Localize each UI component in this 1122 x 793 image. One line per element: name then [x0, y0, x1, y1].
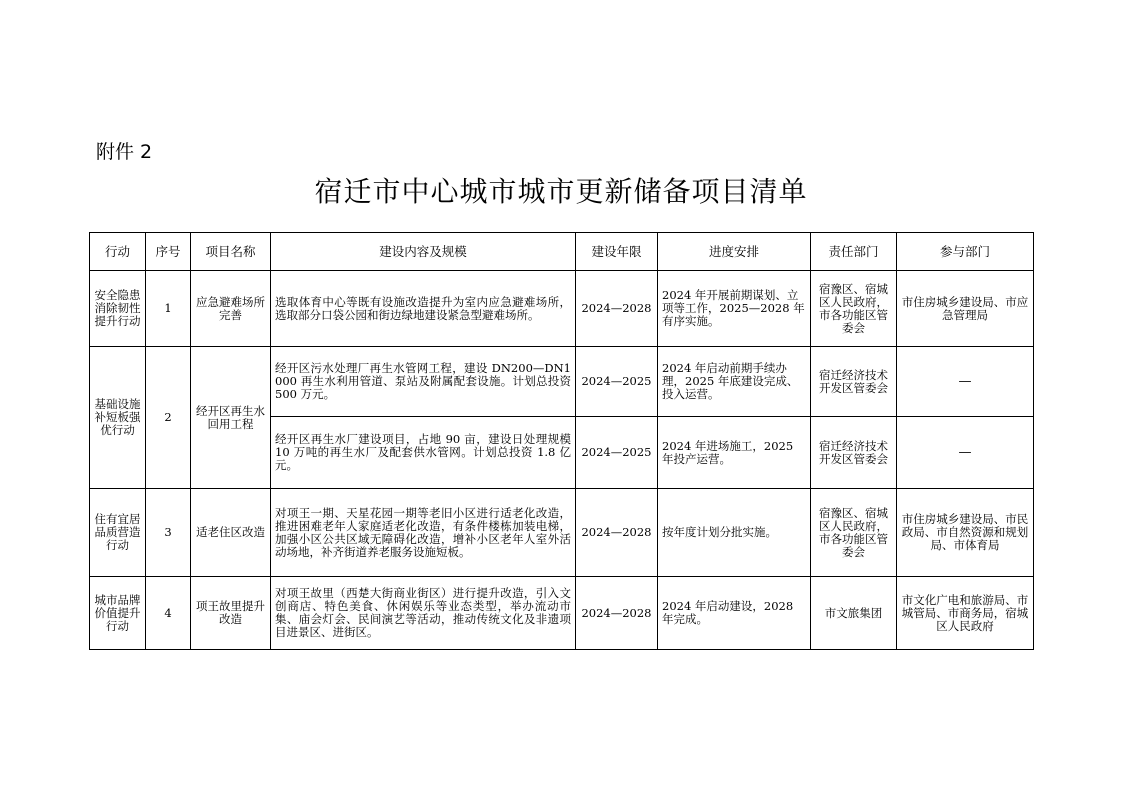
- schedule-cell: 2024 年开展前期谋划、立项等工作，2025—2028 年有序实施。: [658, 271, 811, 347]
- responsible-cell: 宿豫区、宿城区人民政府，市各功能区管委会: [811, 489, 897, 577]
- table-row: [90, 489, 1034, 577]
- header-content: 建设内容及规模: [271, 233, 576, 271]
- content-cell: 对项王故里（西楚大街商业街区）进行提升改造，引入文创商店、特色美食、休闲娱乐等业态类型，举办流动市集、庙会灯会、民间演艺等活动，推动传统文化及非遗项目进景区、进街区。: [271, 577, 576, 650]
- header-participants: 参与部门: [897, 233, 1034, 271]
- table-header-row: [90, 233, 1034, 271]
- years-cell: 2024—2025: [576, 417, 658, 489]
- years-cell: 2024—2028: [576, 489, 658, 577]
- content-cell: 经开区污水处理厂再生水管网工程，建设 DN200—DN1000 再生水利用管道、泵站及附属配套设施。计划总投资 500 万元。: [271, 347, 576, 417]
- schedule-cell: 2024 年启动建设，2028 年完成。: [658, 577, 811, 650]
- header-responsible: 责任部门: [811, 233, 897, 271]
- project-name-cell: 适老住区改造: [191, 489, 271, 577]
- participants-cell: 市文化广电和旅游局、市城管局、市商务局，宿城区人民政府: [897, 577, 1034, 650]
- schedule-cell: 2024 年进场施工，2025 年投产运营。: [658, 417, 811, 489]
- action-cell: 基础设施补短板强优行动: [90, 347, 146, 489]
- years-cell: 2024—2025: [576, 347, 658, 417]
- number-cell: 1: [146, 271, 191, 347]
- header-schedule: 进度安排: [658, 233, 811, 271]
- table-row: [90, 347, 1034, 417]
- responsible-cell: 宿迁经济技术开发区管委会: [811, 347, 897, 417]
- number-cell: 2: [146, 347, 191, 489]
- content-cell: 经开区再生水厂建设项目，占地 90 亩，建设日处理规模 10 万吨的再生水厂及配套供水管网。计划总投资 1.8 亿元。: [271, 417, 576, 489]
- project-name-cell: 项王故里提升改造: [191, 577, 271, 650]
- attachment-label: 附件 2: [96, 141, 153, 163]
- participants-cell: 市住房城乡建设局、市民政局、市自然资源和规划局、市体育局: [897, 489, 1034, 577]
- document-title: 宿迁市中心城市城市更新储备项目清单: [314, 175, 808, 208]
- header-years: 建设年限: [576, 233, 658, 271]
- content-cell: 选取体育中心等既有设施改造提升为室内应急避难场所，选取部分口袋公园和街边绿地建设紧急型避难场所。: [271, 271, 576, 347]
- action-cell: 住有宜居品质营造行动: [90, 489, 146, 577]
- table-row: [90, 271, 1034, 347]
- header-no: 序号: [146, 233, 191, 271]
- schedule-cell: 按年度计划分批实施。: [658, 489, 811, 577]
- number-cell: 3: [146, 489, 191, 577]
- project-table: [89, 232, 1034, 650]
- participants-cell: —: [897, 417, 1034, 489]
- action-cell: 安全隐患消除韧性提升行动: [90, 271, 146, 347]
- schedule-cell: 2024 年启动前期手续办理，2025 年底建设完成、投入运营。: [658, 347, 811, 417]
- number-cell: 4: [146, 577, 191, 650]
- participants-cell: 市住房城乡建设局、市应急管理局: [897, 271, 1034, 347]
- project-name-cell: 应急避难场所完善: [191, 271, 271, 347]
- responsible-cell: 宿豫区、宿城区人民政府，市各功能区管委会: [811, 271, 897, 347]
- table-row: [90, 577, 1034, 650]
- years-cell: 2024—2028: [576, 577, 658, 650]
- responsible-cell: 宿迁经济技术开发区管委会: [811, 417, 897, 489]
- project-name-cell: 经开区再生水回用工程: [191, 347, 271, 489]
- header-name: 项目名称: [191, 233, 271, 271]
- content-cell: 对项王一期、天星花园一期等老旧小区进行适老化改造，推进困难老年人家庭适老化改造，有条件楼栋加装电梯，加强小区公共区域无障碍化改造，增补小区老年人室外活动场地，补齐街道养老服务设施短板。: [271, 489, 576, 577]
- participants-cell: —: [897, 347, 1034, 417]
- years-cell: 2024—2028: [576, 271, 658, 347]
- action-cell: 城市品牌价值提升行动: [90, 577, 146, 650]
- header-action: 行动: [90, 233, 146, 271]
- responsible-cell: 市文旅集团: [811, 577, 897, 650]
